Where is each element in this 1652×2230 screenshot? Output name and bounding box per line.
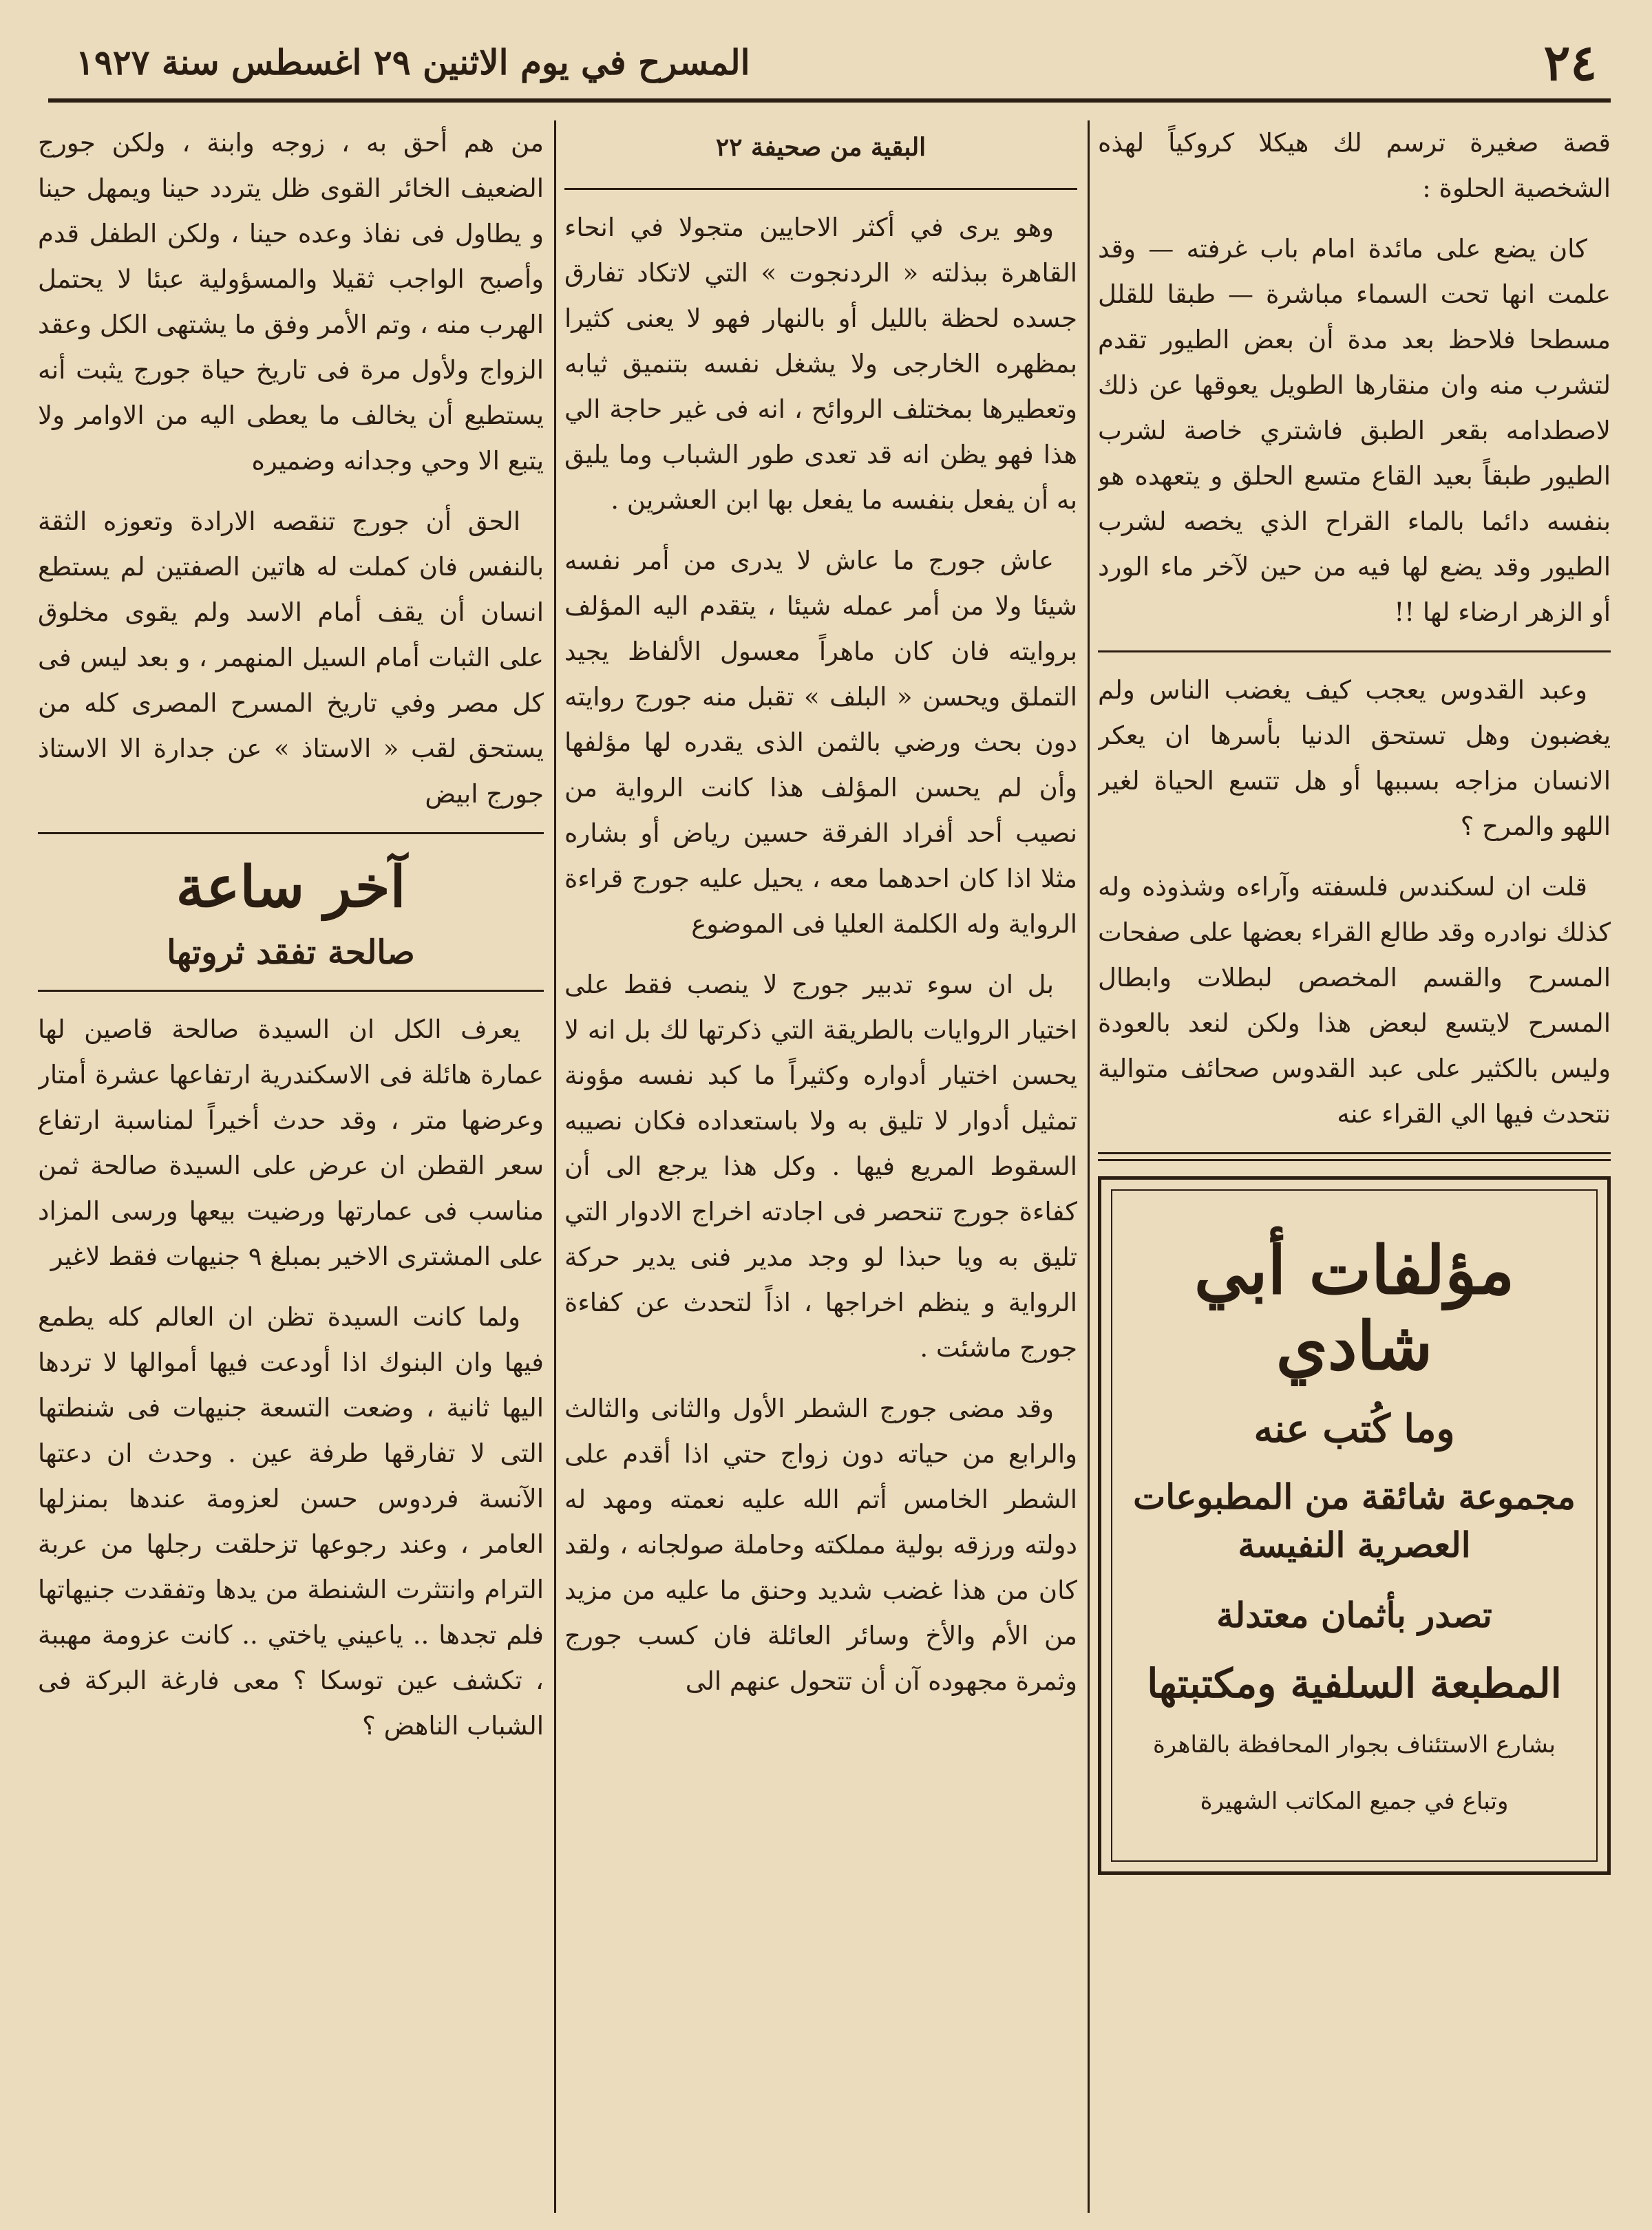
article-paragraph: يعرف الكل ان السيدة صالحة قاصين لها عمارة هائلة فى الاسكندرية ارتفاعها عشرة أمتار وعرضها متر ، وقد حدث أخيراً لمناسبة ارتفاع سعر القطن ان عرض على السيدة صالحة ثمن مناسب فى عمارتها ورضيت بيعها ورسى المزاد على المشترى الاخير بمبلغ ٩ جنيهات فقط لاغير: [38, 1015, 544, 1271]
article-paragraph: كان يضع على مائدة امام باب غرفته — وقد علمت انها تحت السماء مباشرة — طبقا للقلل مسطحا فلاحظ بعد مدة أن بعض الطيور تقدم لتشرب منه وان منقارها الطويل يعوقها عن ذلك لاصطدامه بقعر الطبق فاشتري خاصة لشرب الطيور طبقاً بعيد القاع متسع الحلق و يتعهده هو بنفسه دائما بالماء القراح الذي يخصه لشرب الطيور وقد يضع لها فيه من حين لآخر ماء الورد أو الزهر ارضاء لها !!: [1098, 234, 1611, 627]
running-title: المسرح في يوم الاثنين ٢٩ اغسطس سنة ١٩٢٧: [76, 41, 750, 83]
header-rule: [48, 98, 1611, 103]
article-paragraph: قلت ان لسكندس فلسفته وآراءه وشذوذه وله كذلك نوادره وقد طالع القراء بعضها على صفحات المسرح والقسم المخصص لبطلات وابطال المسرح لايتسع لبعض هذا ولكن لنعد بالعودة وليس بالكثير على عبد القدوس صحائف متوالية نتحدث فيها الي القراء عنه: [1098, 872, 1611, 1129]
left-column: [38, 120, 544, 2199]
ad-frame: [1111, 1189, 1598, 1862]
article-paragraph: من هم أحق به ، زوجه وابنة ، ولكن جورج الضعيف الخائر القوى ظل يتردد حينا ويمهل حينا و يطاول فى نفاذ وعده حينا ، ولكن الطفل قدم وأصبح الواجب ثقيلا والمسؤولية عبئا لا يحتمل الهرب منه ، وتم الأمر وفق ما يشتهى الكل وعقد الزواج ولأول مرة فى تاريخ حياة جورج يثبت أنه يستطيع أن يخالف ما يعطى اليه من الاوامر ولا يتبع الا وحي وجدانه وضميره: [38, 128, 544, 476]
article-subheadline: صالحة تفقد ثروتها: [167, 933, 415, 972]
article-paragraph: ولما كانت السيدة تظن ان العالم كله يطمع فيها وان البنوك اذا أودعت فيها أموالها لا تردها اليها ثانية ، وضعت التسعة جنيهات فى شنطتها التى لا تفارقها طرفة عين . وحدث ان دعتها الآنسة فردوس حسن لعزومة عندها بمنزلها العامر ، وعند رجوعها تزحلقت رجلها من عربة الترام وانتثرت الشنطة من يدها وتفقدت جنيهاتها فلم تجدها .. ياعيني ياختي .. كانت عزومة مهببة ، تكشف عين توسكا ؟ معى فارغة البركة فى الشباب الناهض ؟: [38, 1302, 544, 1741]
column-divider-left: [554, 120, 556, 2213]
article-paragraph: وهو يرى في أكثر الاحايين متجولا في انحاء القاهرة ببذلته « الردنجوت » التي لاتكاد تفارق جسده لحظة بالليل أو بالنهار فهو لا يعنى كثيرا بمظهره الخارجى ولا يشغل نفسه بتنميق ثيابه وتعطيرها بمختلف الروائح ، انه فى غير حاجة الي هذا فهو يظن انه قد تعدى طور الشباب وما يليق به أن يفعل بنفسه ما يفعل بها ابن العشرين .: [564, 213, 1077, 515]
section-rule: [38, 990, 544, 992]
article-paragraph: الحق أن جورج تنقصه الارادة وتعوزه الثقة بالنفس فان كملت له هاتين الصفتين لم يستطع انسان أن يقف أمام الاسد ولم يقوى مخلوق على الثبات أمام السيل المنهمر ، و بعد ليس فى كل مصر وفي تاريخ المسرح المصرى كله من يستحق لقب « الاستاذ » عن جدارة الا الاستاذ جورج ابيض: [38, 507, 544, 809]
article-paragraph: وعبد القدوس يعجب كيف يغضب الناس ولم يغضبون وهل تستحق الدنيا بأسرها ان يعكر الانسان مزاجه بسببها أو هل تتسع الحياة لغير اللهو والمرح ؟: [1098, 675, 1611, 841]
ad-line: تصدر بأثمان معتدلة: [1216, 1594, 1492, 1635]
ad-line: مجموعة شائقة من المطبوعات العصرية النفيسة: [1133, 1476, 1576, 1566]
article-paragraph: عاش جورج ما عاش لا يدرى من أمر نفسه شيئا ولا من أمر عمله شيئا ، يتقدم اليه المؤلف بروايته فان كان ماهراً معسول الألفاظ يجيد التملق ويحسن « البلف » تقبل منه جورج روايته دون بحث ورضي بالثمن الذى يقدره لها مؤلفها وأن لم يحسن المؤلف هذا كانت الرواية من نصيب أحد أفراد الفرقة حسين رياض أو بشاره مثلا اذا كان احدهما معه ، يحيل عليه جورج قراءة الرواية وله الكلمة العليا فى الموضوع: [564, 546, 1077, 939]
column-divider-right: [1088, 120, 1090, 2213]
ad-subtitle: وما كُتب عنه: [1253, 1405, 1455, 1452]
section-rule: [1098, 650, 1611, 652]
article-paragraph: بل ان سوء تدبير جورج لا ينصب فقط على اختيار الروايات بالطريقة التي ذكرتها لك بل انه لا يحسن اختيار أدواره وكثيراً ما كبد نفسه مؤونة تمثيل أدوار لا تليق به ولا باستعداده فكان نصيبه السقوط المريع فيها . وكل هذا يرجع الى أن كفاءة جورج تنحصر فى اجادته اخراج الادوار التي تليق به ويا حبذا لو وجد مدير فنى يدير حركة الرواية و ينظم اخراجها ، اذاً لتحدث عن كفاءة جورج ماشئت .: [564, 970, 1077, 1363]
ad-address: بشارع الاستئناف بجوار المحافظة بالقاهرة: [1152, 1731, 1556, 1759]
section-rule: [38, 832, 544, 834]
book-advertisement: [1098, 1176, 1611, 1875]
section-rule: [564, 188, 1077, 190]
right-column: [1098, 120, 1611, 2199]
ad-availability: وتباع في جميع المكاتب الشهيرة: [1200, 1787, 1509, 1815]
page-number: ٢٤: [1543, 32, 1597, 92]
article-headline: آخر ساعة: [176, 854, 406, 920]
article-paragraph: قصة صغيرة ترسم لك هيكلا كروكياً لهذه الشخصية الحلوة :: [1098, 128, 1611, 203]
article-paragraph: وقد مضى جورج الشطر الأول والثانى والثالث والرابع من حياته دون زواج حتي اذا أقدم على الشطر الخامس أتم الله عليه نعمته ومهد له دولته ورزقه بولية مملكته وحاملة صولجانه ، ولقد كان من هذا غضب شديد وحنق ما عليه من مزيد من الأم والأخ وسائر العائلة فان كسب جورج وثمرة مجهوده آن أن تتحول عنهم الى: [564, 1394, 1077, 1696]
ad-title: مؤلفات أبي شادي: [1194, 1231, 1515, 1385]
ad-press-name: المطبعة السلفية ومكتبتها: [1147, 1659, 1562, 1707]
continuation-label: البقية من صحيفة ٢٢: [715, 133, 926, 162]
middle-column: [564, 120, 1077, 2199]
page-header: [48, 28, 1611, 96]
section-rule: [1098, 1152, 1611, 1161]
